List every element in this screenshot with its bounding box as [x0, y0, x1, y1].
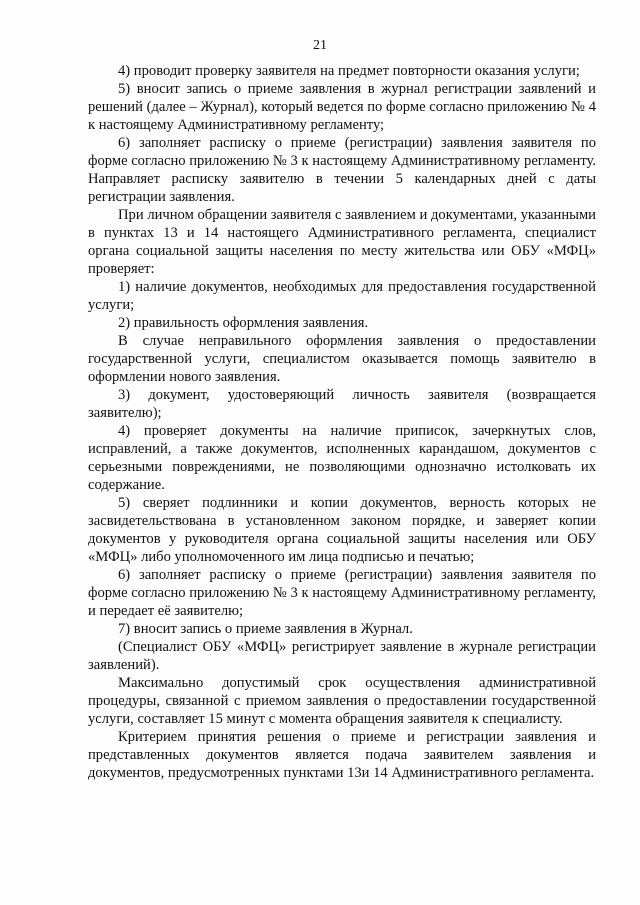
paragraph: 4) проводит проверку заявителя на предмет повторности оказания услуги;: [118, 63, 580, 79]
paragraph: 6) заполняет расписку о приеме (регистрации) заявления заявителя по форме согласно приложению № 3 к настоящему Административному регламенту, и передает её заявителю;: [88, 567, 596, 619]
document-body: [88, 62, 596, 782]
paragraph: Критерием принятия решения о приеме и регистрации заявления и представленных документов является подача заявителем заявления и документов, предусмотренных пунктами 13и 14 Административного регламента.: [88, 729, 596, 781]
paragraph: 3) документ, удостоверяющий личность заявителя (возвращается заявителю);: [88, 387, 596, 421]
paragraph: Максимально допустимый срок осуществления административной процедуры, связанной с приемом заявления о предоставлении государственной услуги, составляет 15 минут с момента обращения заявителя к специалисту.: [88, 675, 596, 727]
paragraph: 5) сверяет подлинники и копии документов, верность которых не засвидетельствована в установленном законом порядке, и заверяет копии документов у руководителя органа социальной защиты населения или ОБУ «МФЦ» либо уполномоченного им лица подписью и печатью;: [88, 495, 596, 565]
paragraph: При личном обращении заявителя с заявлением и документами, указанными в пунктах 13 и 14 настоящего Административного регламента, специалист органа социальной защиты населения по месту жительства или ОБУ «МФЦ» проверяет:: [88, 207, 596, 277]
paragraph: 2) правильность оформления заявления.: [118, 315, 369, 331]
paragraph: 5) вносит запись о приеме заявления в журнал регистрации заявлений и решений (далее – Журнал), который ведется по форме согласно приложению № 4 к настоящему Административному регламенту;: [88, 81, 596, 133]
page-number: 21: [313, 38, 327, 53]
paragraph: 6) заполняет расписку о приеме (регистрации) заявления заявителя по форме согласно приложению № 3 к настоящему Административному регламенту. Направляет расписку заявителю в течении 5 календарных дней с даты регистрации заявления.: [88, 135, 596, 205]
paragraph: 1) наличие документов, необходимых для предоставления государственной услуги;: [88, 279, 596, 313]
paragraph: В случае неправильного оформления заявления о предоставлении государственной услуги, специалистом оказывается помощь заявителю в оформлении нового заявления.: [88, 333, 596, 385]
paragraph: 7) вносит запись о приеме заявления в Журнал.: [118, 621, 413, 637]
paragraph: 4) проверяет документы на наличие приписок, зачеркнутых слов, исправлений, а также документов, исполненных карандашом, документов с серьезными повреждениями, не позволяющими однозначно истолковать их содержание.: [88, 423, 596, 493]
paragraph: (Специалист ОБУ «МФЦ» регистрирует заявление в журнале регистрации заявлений).: [88, 639, 596, 673]
